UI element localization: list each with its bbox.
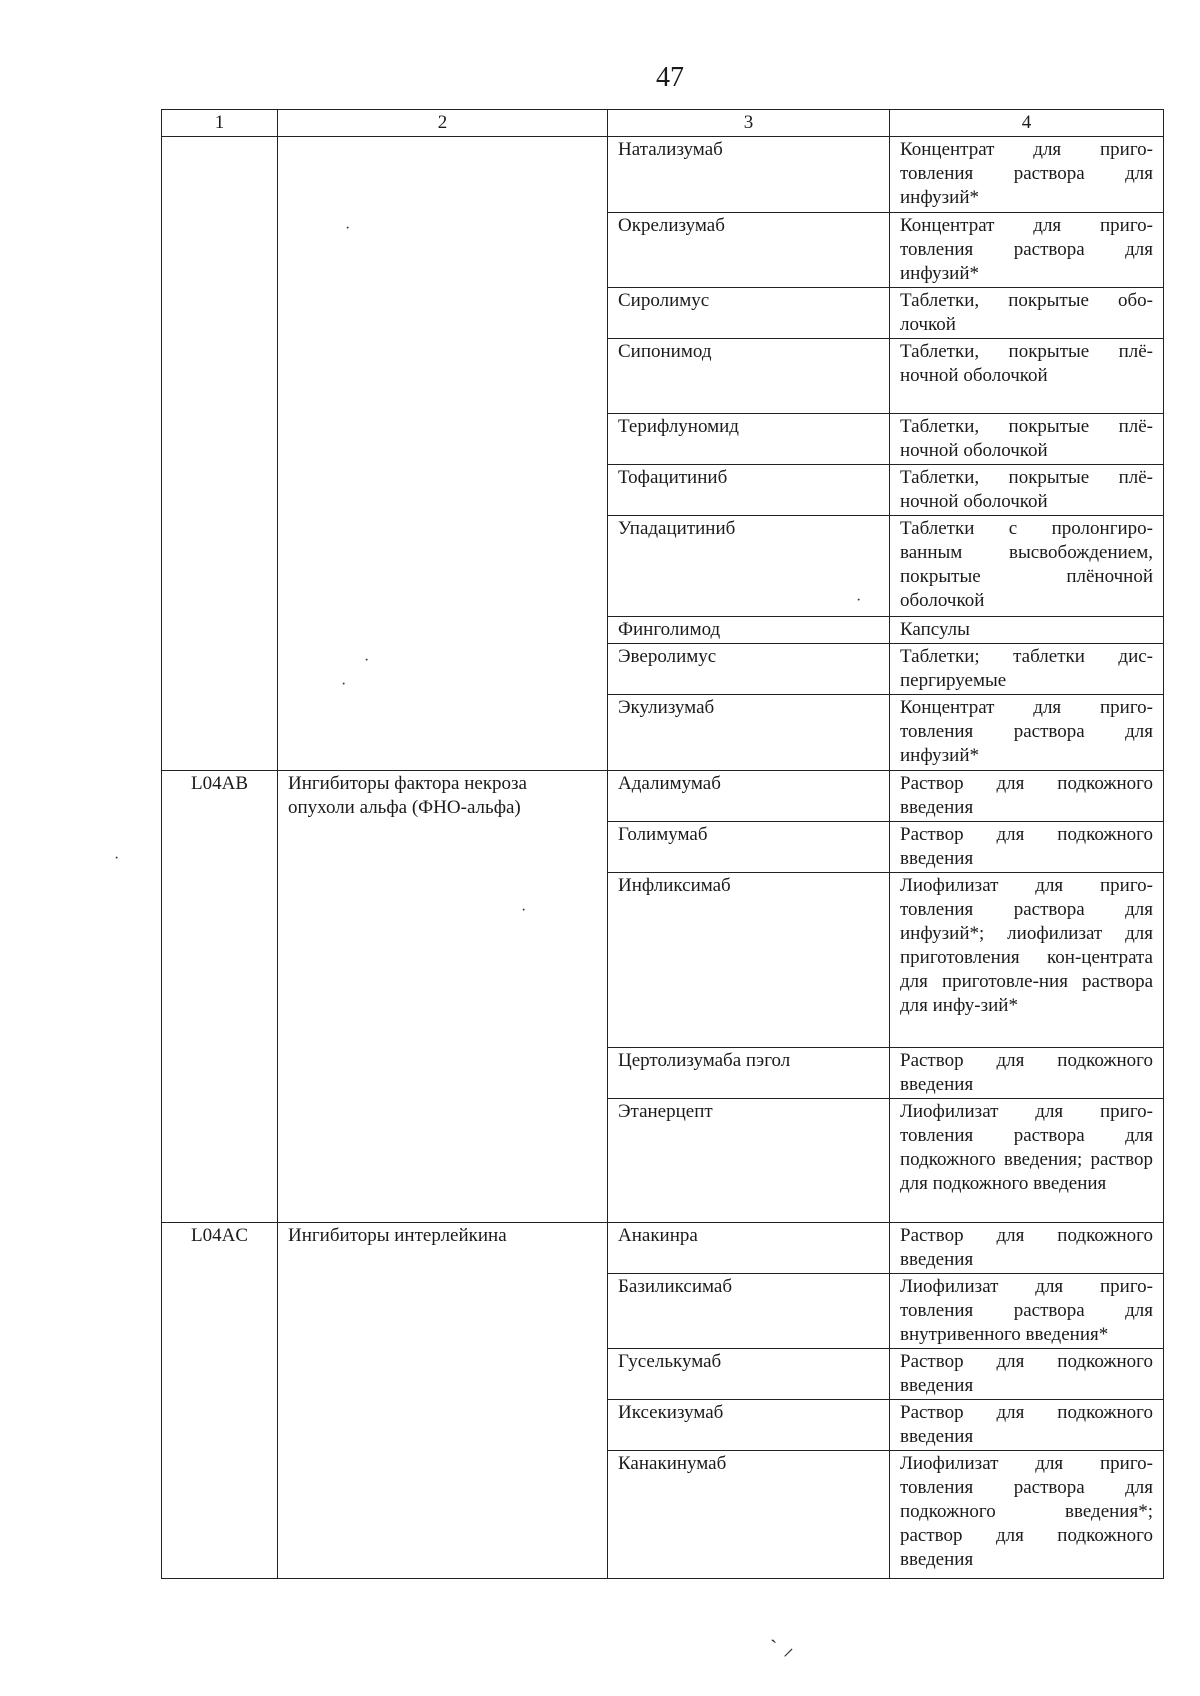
dosage-form-cell: Концентрат для приго-товления раствора для инфузий* xyxy=(890,213,1164,288)
dosage-form-cell: Концентрат для приго-товления раствора для инфузий* xyxy=(890,137,1164,213)
group-name-cell: Ингибиторы фактора некроза опухоли альфа (ФНО-альфа) xyxy=(278,771,608,1223)
table-header-row xyxy=(162,110,1164,137)
drug-name-cell: Адалимумаб xyxy=(608,771,890,822)
scan-dot: · xyxy=(856,592,862,609)
drug-name-cell: Финголимод xyxy=(608,617,890,644)
table-row xyxy=(162,137,1164,213)
header-col-4: 4 xyxy=(890,110,1164,137)
dosage-form-cell: Лиофилизат для приго-товления раствора для инфузий*; лиофилизат для приготовления кон-центрата для приготовле-ния раствора для инфу-зий* xyxy=(890,873,1164,1048)
drug-name-cell: Тофацитиниб xyxy=(608,465,890,516)
dosage-form-cell: Раствор для подкожного введения xyxy=(890,771,1164,822)
drug-name-cell: Голимумаб xyxy=(608,822,890,873)
scan-dot: · xyxy=(345,220,351,237)
drug-name-cell: Гуселькумаб xyxy=(608,1349,890,1400)
scan-dot: · xyxy=(341,676,347,693)
drug-name-cell: Иксекизумаб xyxy=(608,1400,890,1451)
drug-name-cell: Базиликсимаб xyxy=(608,1274,890,1349)
atc-code-cell: L04AB xyxy=(162,771,278,1223)
dosage-form-cell: Раствор для подкожного введения xyxy=(890,1400,1164,1451)
dosage-form-cell: Таблетки; таблетки дис-пергируемые xyxy=(890,644,1164,695)
dosage-form-cell: Таблетки, покрытые плё-ночной оболочкой xyxy=(890,465,1164,516)
handwritten-mark: ` ⸝ xyxy=(770,1635,794,1660)
scan-dot: · xyxy=(521,902,527,919)
scan-dot: · xyxy=(114,850,120,867)
drug-name-cell: Сиролимус xyxy=(608,288,890,339)
dosage-form-cell: Лиофилизат для приго-товления раствора для подкожного введения; раствор для подкожного введения xyxy=(890,1099,1164,1223)
dosage-form-cell: Таблетки, покрытые плё-ночной оболочкой xyxy=(890,339,1164,414)
drug-name-cell: Экулизумаб xyxy=(608,695,890,771)
dosage-form-cell: Раствор для подкожного введения xyxy=(890,1048,1164,1099)
dosage-form-cell: Раствор для подкожного введения xyxy=(890,822,1164,873)
dosage-form-cell: Таблетки с пролонгиро-ванным высвобождением, покрытые плёночной оболочкой xyxy=(890,516,1164,617)
header-col-1: 1 xyxy=(162,110,278,137)
dosage-form-cell: Лиофилизат для приго-товления раствора для внутривенного введения* xyxy=(890,1274,1164,1349)
drug-name-cell: Терифлуномид xyxy=(608,414,890,465)
group-name-cell: Ингибиторы интерлейкина xyxy=(278,1223,608,1579)
table-body xyxy=(162,110,1164,1579)
drug-name-cell: Анакинра xyxy=(608,1223,890,1274)
header-col-3: 3 xyxy=(608,110,890,137)
atc-code-cell: L04AC xyxy=(162,1223,278,1579)
drug-name-cell: Канакинумаб xyxy=(608,1451,890,1579)
drug-name-cell: Эверолимус xyxy=(608,644,890,695)
group-name-cell xyxy=(278,137,608,771)
dosage-form-cell: Таблетки, покрытые плё-ночной оболочкой xyxy=(890,414,1164,465)
drug-name-cell: Цертолизумаба пэгол xyxy=(608,1048,890,1099)
dosage-form-cell: Раствор для подкожного введения xyxy=(890,1223,1164,1274)
drug-table xyxy=(161,109,1164,1579)
table-row xyxy=(162,771,1164,822)
drug-name-cell: Этанерцепт xyxy=(608,1099,890,1223)
drug-name-cell: Окрелизумаб xyxy=(608,213,890,288)
drug-name-cell: Упадацитиниб xyxy=(608,516,890,617)
dosage-form-cell: Концентрат для приго-товления раствора для инфузий* xyxy=(890,695,1164,771)
drug-name-cell: Инфликсимаб xyxy=(608,873,890,1048)
dosage-form-cell: Капсулы xyxy=(890,617,1164,644)
dosage-form-cell: Раствор для подкожного введения xyxy=(890,1349,1164,1400)
page-number: 47 xyxy=(656,62,684,93)
drug-name-cell: Сипонимод xyxy=(608,339,890,414)
dosage-form-cell: Лиофилизат для приго-товления раствора для подкожного введения*; раствор для подкожного введения xyxy=(890,1451,1164,1579)
header-col-2: 2 xyxy=(278,110,608,137)
scan-dot: · xyxy=(364,652,370,669)
dosage-form-cell: Таблетки, покрытые обо-лочкой xyxy=(890,288,1164,339)
drug-name-cell: Натализумаб xyxy=(608,137,890,213)
atc-code-cell xyxy=(162,137,278,771)
table-row xyxy=(162,1223,1164,1274)
